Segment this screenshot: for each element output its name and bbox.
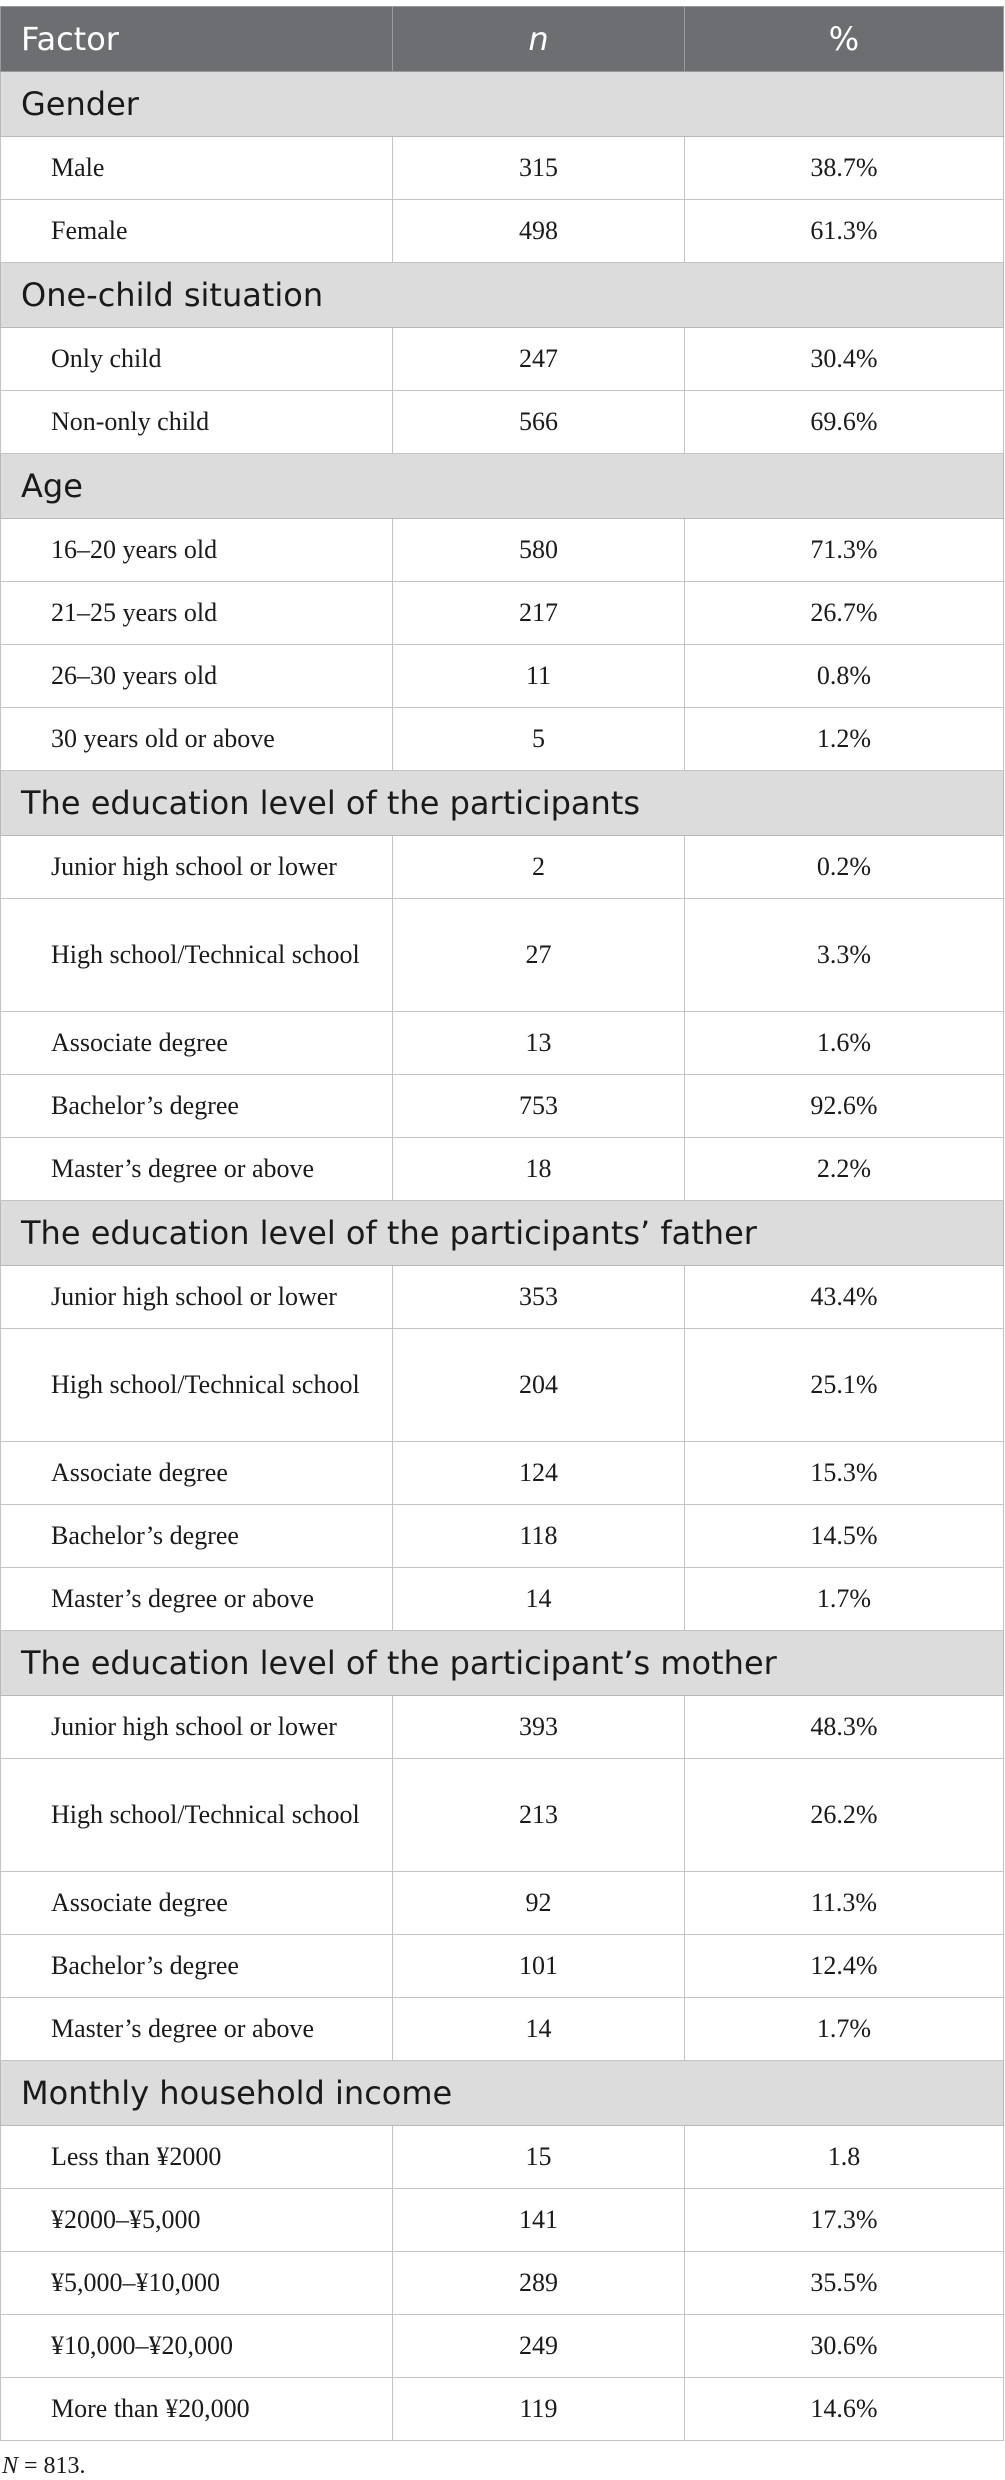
row-n: 566	[393, 391, 685, 454]
table-row	[1, 2189, 1004, 2252]
row-n: 11	[393, 645, 685, 708]
row-n: 498	[393, 200, 685, 263]
demographics-table	[0, 6, 1004, 2441]
group-header-row	[1, 454, 1004, 519]
table-row	[1, 708, 1004, 771]
row-percent: 12.4%	[685, 1935, 1004, 1998]
row-label: Bachelor’s degree	[1, 1075, 393, 1138]
row-label: ¥2000–¥5,000	[1, 2189, 393, 2252]
row-percent: 17.3%	[685, 2189, 1004, 2252]
row-label: Female	[1, 200, 393, 263]
table-row	[1, 391, 1004, 454]
group-header-row	[1, 263, 1004, 328]
group-header-row	[1, 771, 1004, 836]
header-factor: Factor	[1, 7, 393, 72]
row-label: Master’s degree or above	[1, 1568, 393, 1631]
row-label: Associate degree	[1, 1872, 393, 1935]
table-row	[1, 899, 1004, 1012]
table-row	[1, 1696, 1004, 1759]
table-row	[1, 1872, 1004, 1935]
row-label: Master’s degree or above	[1, 1998, 393, 2061]
row-n: 118	[393, 1505, 685, 1568]
demographics-table-container	[0, 6, 1003, 2480]
note-symbol: N	[2, 2453, 19, 2479]
table-row	[1, 1075, 1004, 1138]
table-row	[1, 2378, 1004, 2441]
row-n: 15	[393, 2126, 685, 2189]
table-row	[1, 519, 1004, 582]
table-row	[1, 1568, 1004, 1631]
row-percent: 69.6%	[685, 391, 1004, 454]
row-label: Associate degree	[1, 1012, 393, 1075]
row-label: High school/Technical school	[1, 1329, 393, 1442]
row-percent: 14.6%	[685, 2378, 1004, 2441]
group-title: Age	[1, 454, 1004, 519]
row-percent: 2.2%	[685, 1138, 1004, 1201]
table-row	[1, 137, 1004, 200]
row-percent: 1.7%	[685, 1998, 1004, 2061]
group-header-row	[1, 1631, 1004, 1696]
group-header-row	[1, 2061, 1004, 2126]
row-percent: 25.1%	[685, 1329, 1004, 1442]
row-label: High school/Technical school	[1, 1759, 393, 1872]
row-percent: 26.7%	[685, 582, 1004, 645]
row-percent: 92.6%	[685, 1075, 1004, 1138]
row-n: 247	[393, 328, 685, 391]
table-row	[1, 1266, 1004, 1329]
row-label: Bachelor’s degree	[1, 1505, 393, 1568]
row-percent: 14.5%	[685, 1505, 1004, 1568]
table-row	[1, 328, 1004, 391]
table-row	[1, 836, 1004, 899]
row-n: 315	[393, 137, 685, 200]
row-n: 213	[393, 1759, 685, 1872]
table-row	[1, 1998, 1004, 2061]
row-label: More than ¥20,000	[1, 2378, 393, 2441]
row-n: 2	[393, 836, 685, 899]
row-percent: 35.5%	[685, 2252, 1004, 2315]
row-percent: 1.2%	[685, 708, 1004, 771]
row-n: 217	[393, 582, 685, 645]
row-n: 13	[393, 1012, 685, 1075]
row-n: 393	[393, 1696, 685, 1759]
row-percent: 30.6%	[685, 2315, 1004, 2378]
group-title: Gender	[1, 72, 1004, 137]
row-n: 14	[393, 1998, 685, 2061]
note-text: = 813.	[18, 2453, 86, 2479]
row-label: Master’s degree or above	[1, 1138, 393, 1201]
row-n: 141	[393, 2189, 685, 2252]
row-label: Junior high school or lower	[1, 1266, 393, 1329]
table-row	[1, 1935, 1004, 1998]
row-label: Non-only child	[1, 391, 393, 454]
row-n: 289	[393, 2252, 685, 2315]
row-n: 92	[393, 1872, 685, 1935]
row-label: Junior high school or lower	[1, 836, 393, 899]
group-header-row	[1, 1201, 1004, 1266]
row-label: High school/Technical school	[1, 899, 393, 1012]
row-n: 119	[393, 2378, 685, 2441]
row-n: 27	[393, 899, 685, 1012]
row-percent: 48.3%	[685, 1696, 1004, 1759]
row-percent: 43.4%	[685, 1266, 1004, 1329]
row-n: 580	[393, 519, 685, 582]
group-title: The education level of the participants	[1, 771, 1004, 836]
row-label: Associate degree	[1, 1442, 393, 1505]
row-percent: 0.2%	[685, 836, 1004, 899]
row-label: Less than ¥2000	[1, 2126, 393, 2189]
row-percent: 38.7%	[685, 137, 1004, 200]
row-n: 18	[393, 1138, 685, 1201]
table-row	[1, 2315, 1004, 2378]
row-percent: 15.3%	[685, 1442, 1004, 1505]
row-n: 5	[393, 708, 685, 771]
table-row	[1, 1012, 1004, 1075]
row-label: ¥5,000–¥10,000	[1, 2252, 393, 2315]
row-label: 26–30 years old	[1, 645, 393, 708]
row-label: Male	[1, 137, 393, 200]
row-percent: 30.4%	[685, 328, 1004, 391]
group-title: Monthly household income	[1, 2061, 1004, 2126]
row-label: Only child	[1, 328, 393, 391]
row-n: 124	[393, 1442, 685, 1505]
table-header-row	[1, 7, 1004, 72]
table-row	[1, 1759, 1004, 1872]
group-title: The education level of the participants’ father	[1, 1201, 1004, 1266]
table-row	[1, 1505, 1004, 1568]
table-note	[0, 2453, 1003, 2480]
row-percent: 11.3%	[685, 1872, 1004, 1935]
table-row	[1, 2252, 1004, 2315]
row-n: 101	[393, 1935, 685, 1998]
table-row	[1, 645, 1004, 708]
header-n: n	[393, 7, 685, 72]
table-row	[1, 1442, 1004, 1505]
group-header-row	[1, 72, 1004, 137]
row-label: 16–20 years old	[1, 519, 393, 582]
row-n: 14	[393, 1568, 685, 1631]
row-n: 353	[393, 1266, 685, 1329]
table-row	[1, 1138, 1004, 1201]
table-row	[1, 200, 1004, 263]
row-n: 204	[393, 1329, 685, 1442]
table-body	[1, 72, 1004, 2441]
row-percent: 0.8%	[685, 645, 1004, 708]
row-percent: 1.8	[685, 2126, 1004, 2189]
row-percent: 61.3%	[685, 200, 1004, 263]
row-label: ¥10,000–¥20,000	[1, 2315, 393, 2378]
table-row	[1, 582, 1004, 645]
row-label: 21–25 years old	[1, 582, 393, 645]
row-percent: 3.3%	[685, 899, 1004, 1012]
row-percent: 1.6%	[685, 1012, 1004, 1075]
row-n: 753	[393, 1075, 685, 1138]
row-percent: 1.7%	[685, 1568, 1004, 1631]
row-percent: 71.3%	[685, 519, 1004, 582]
table-row	[1, 1329, 1004, 1442]
header-percent: %	[685, 7, 1004, 72]
group-title: The education level of the participant’s mother	[1, 1631, 1004, 1696]
row-label: Bachelor’s degree	[1, 1935, 393, 1998]
row-percent: 26.2%	[685, 1759, 1004, 1872]
row-label: 30 years old or above	[1, 708, 393, 771]
table-row	[1, 2126, 1004, 2189]
group-title: One-child situation	[1, 263, 1004, 328]
row-label: Junior high school or lower	[1, 1696, 393, 1759]
row-n: 249	[393, 2315, 685, 2378]
